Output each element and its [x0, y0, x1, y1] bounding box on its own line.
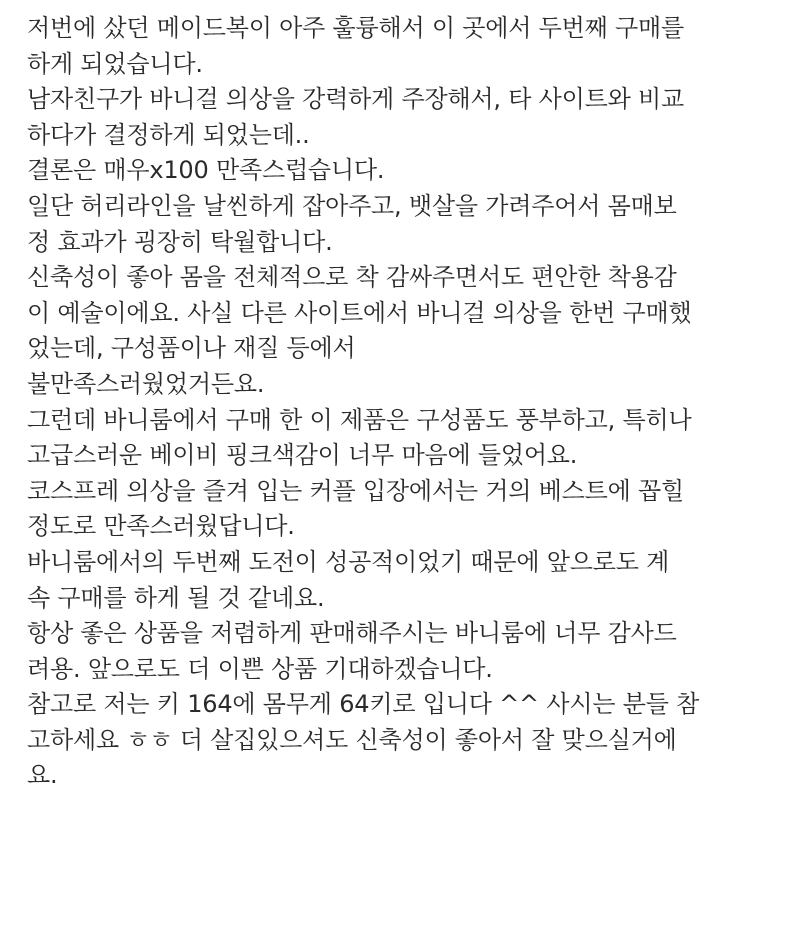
review-line: 그런데 바니룸에서 구매 한 이 제품은 구성품도 풍부하고, 특히나 [27, 405, 692, 434]
review-line: 남자친구가 바니걸 의상을 강력하게 주장해서, 타 사이트와 비교 [27, 85, 685, 114]
review-line: 려용. 앞으로도 더 이쁜 상품 기대하겠습니다. [27, 654, 493, 683]
review-line: 하다가 결정하게 되었는데.. [27, 120, 310, 149]
review-line: 결론은 매우x100 만족스럽습니다. [27, 156, 385, 185]
review-line: 정 효과가 굉장히 탁월합니다. [27, 227, 333, 256]
review-line: 요. [27, 761, 58, 790]
review-line: 코스프레 의상을 즐겨 입는 커플 입장에서는 거의 베스트에 꼽힐 [27, 476, 685, 505]
review-line: 참고로 저는 키 164에 몸무게 64키로 입니다 ^^ 사시는 분들 참 [27, 690, 700, 719]
review-line: 속 구매를 하게 될 것 같네요. [27, 583, 325, 612]
review-line: 불만족스러웠었거든요. [27, 369, 265, 398]
review-line: 일단 허리라인을 날씬하게 잡아주고, 뱃살을 가려주어서 몸매보 [27, 191, 677, 220]
review-line: 항상 좋은 상품을 저렴하게 판매해주시는 바니룸에 너무 감사드 [27, 619, 677, 648]
review-line: 이 예술이에요. 사실 다른 사이트에서 바니걸 의상을 한번 구매했 [27, 298, 692, 327]
review-line: 바니룸에서의 두번째 도전이 성공적이었기 때문에 앞으로도 계 [27, 547, 670, 576]
review-line: 었는데, 구성품이나 재질 등에서 [27, 334, 356, 363]
review-line: 저번에 샀던 메이드복이 아주 훌륭해서 이 곳에서 두번째 구매를 [27, 14, 685, 42]
review-line: 정도로 만족스러웠답니다. [27, 512, 295, 541]
review-line: 하게 되었습니다. [27, 49, 203, 78]
review-line: 신축성이 좋아 몸을 전체적으로 착 감싸주면서도 편안한 착용감 [27, 263, 677, 292]
review-line: 고급스러운 베이비 핑크색감이 너무 마음에 들었어요. [27, 441, 578, 470]
review-line: 고하세요 ㅎㅎ 더 살집있으셔도 신축성이 좋아서 잘 맞으실거에 [27, 725, 677, 754]
review-text [27, 11, 795, 794]
